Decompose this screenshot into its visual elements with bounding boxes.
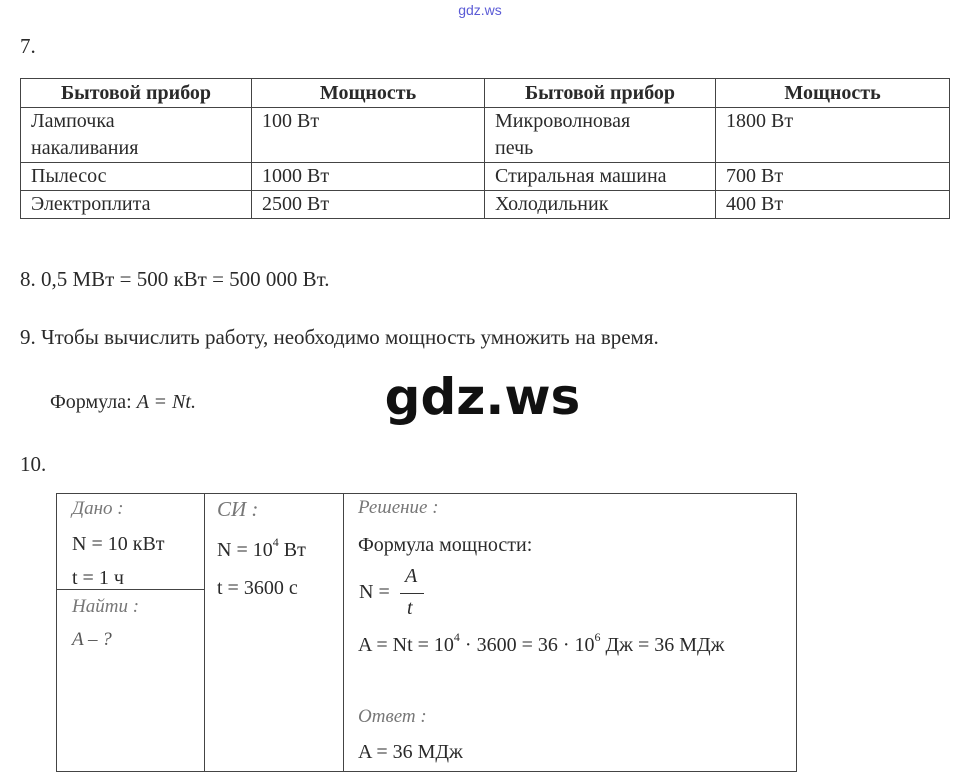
formula-label: Формула: bbox=[50, 391, 132, 413]
table-row bbox=[21, 108, 950, 163]
table-row bbox=[21, 163, 950, 191]
table-row bbox=[21, 191, 950, 219]
formula: A = Nt. bbox=[136, 391, 196, 413]
calc-part-3: Дж = 36 МДж bbox=[600, 634, 725, 656]
si-line-1-exponent: 4 bbox=[272, 535, 279, 550]
table-cell: 100 Вт bbox=[252, 108, 485, 163]
answer-title: Ответ : bbox=[358, 706, 427, 727]
watermark-center: gdz.ws bbox=[384, 368, 581, 426]
table-cell: Микроволновая печь bbox=[485, 108, 716, 163]
power-table bbox=[20, 78, 950, 219]
si-line-1 bbox=[217, 535, 306, 562]
question-8: 8. 0,5 МВт = 500 кВт = 500 000 Вт. bbox=[20, 267, 330, 291]
header-power-2: Мощность bbox=[716, 79, 950, 108]
table-cell: Лампочка накаливания bbox=[21, 108, 252, 163]
calc-exponent-2: 6 bbox=[594, 630, 601, 645]
find-value: A – ? bbox=[72, 629, 112, 650]
table-cell: Электроплита bbox=[21, 191, 252, 219]
header-power-1: Мощность bbox=[252, 79, 485, 108]
find-title: Найти : bbox=[72, 596, 140, 617]
power-formula-fraction bbox=[357, 565, 437, 627]
table-cell: Холодильник bbox=[485, 191, 716, 219]
watermark-top: gdz.ws bbox=[458, 2, 502, 18]
question-7-number: 7. bbox=[20, 34, 36, 58]
header-appliance-1: Бытовой прибор bbox=[21, 79, 252, 108]
given-line-1: N = 10 кВт bbox=[72, 533, 165, 555]
si-line-1-unit: Вт bbox=[278, 539, 306, 561]
header-appliance-2: Бытовой прибор bbox=[485, 79, 716, 108]
question-9: 9. Чтобы вычислить работу, необходимо мощность умножить на время. bbox=[20, 325, 659, 349]
calculation-line bbox=[358, 630, 725, 657]
given-line-2: t = 1 ч bbox=[72, 567, 124, 589]
table-cell: 1800 Вт bbox=[716, 108, 950, 163]
table-cell: Пылесос bbox=[21, 163, 252, 191]
table-cell: 2500 Вт bbox=[252, 191, 485, 219]
solution-title: Решение : bbox=[358, 497, 439, 518]
solution-label: Формула мощности: bbox=[358, 534, 533, 556]
table-cell: 400 Вт bbox=[716, 191, 950, 219]
divider-si-solution bbox=[343, 494, 344, 771]
calc-part-2: · 3600 = 36 · 10 bbox=[459, 634, 595, 656]
question-10-number: 10. bbox=[20, 452, 47, 476]
answer-value: A = 36 МДж bbox=[358, 741, 463, 763]
fraction-lhs: N = bbox=[359, 581, 390, 603]
table-cell: Стиральная машина bbox=[485, 163, 716, 191]
table-cell: 700 Вт bbox=[716, 163, 950, 191]
fraction-bar bbox=[400, 593, 424, 594]
divider-given-si bbox=[204, 494, 205, 771]
calc-exponent-1: 4 bbox=[453, 630, 460, 645]
fraction-denominator: t bbox=[407, 597, 413, 619]
given-title: Дано : bbox=[72, 498, 124, 519]
si-title: СИ : bbox=[217, 497, 259, 521]
si-line-1-base: N = 10 bbox=[217, 539, 273, 561]
si-line-2: t = 3600 с bbox=[217, 577, 298, 599]
table-header-row bbox=[21, 79, 950, 108]
table-cell: 1000 Вт bbox=[252, 163, 485, 191]
fraction-numerator: A bbox=[405, 565, 418, 587]
calc-part-1: A = Nt = 10 bbox=[358, 634, 454, 656]
